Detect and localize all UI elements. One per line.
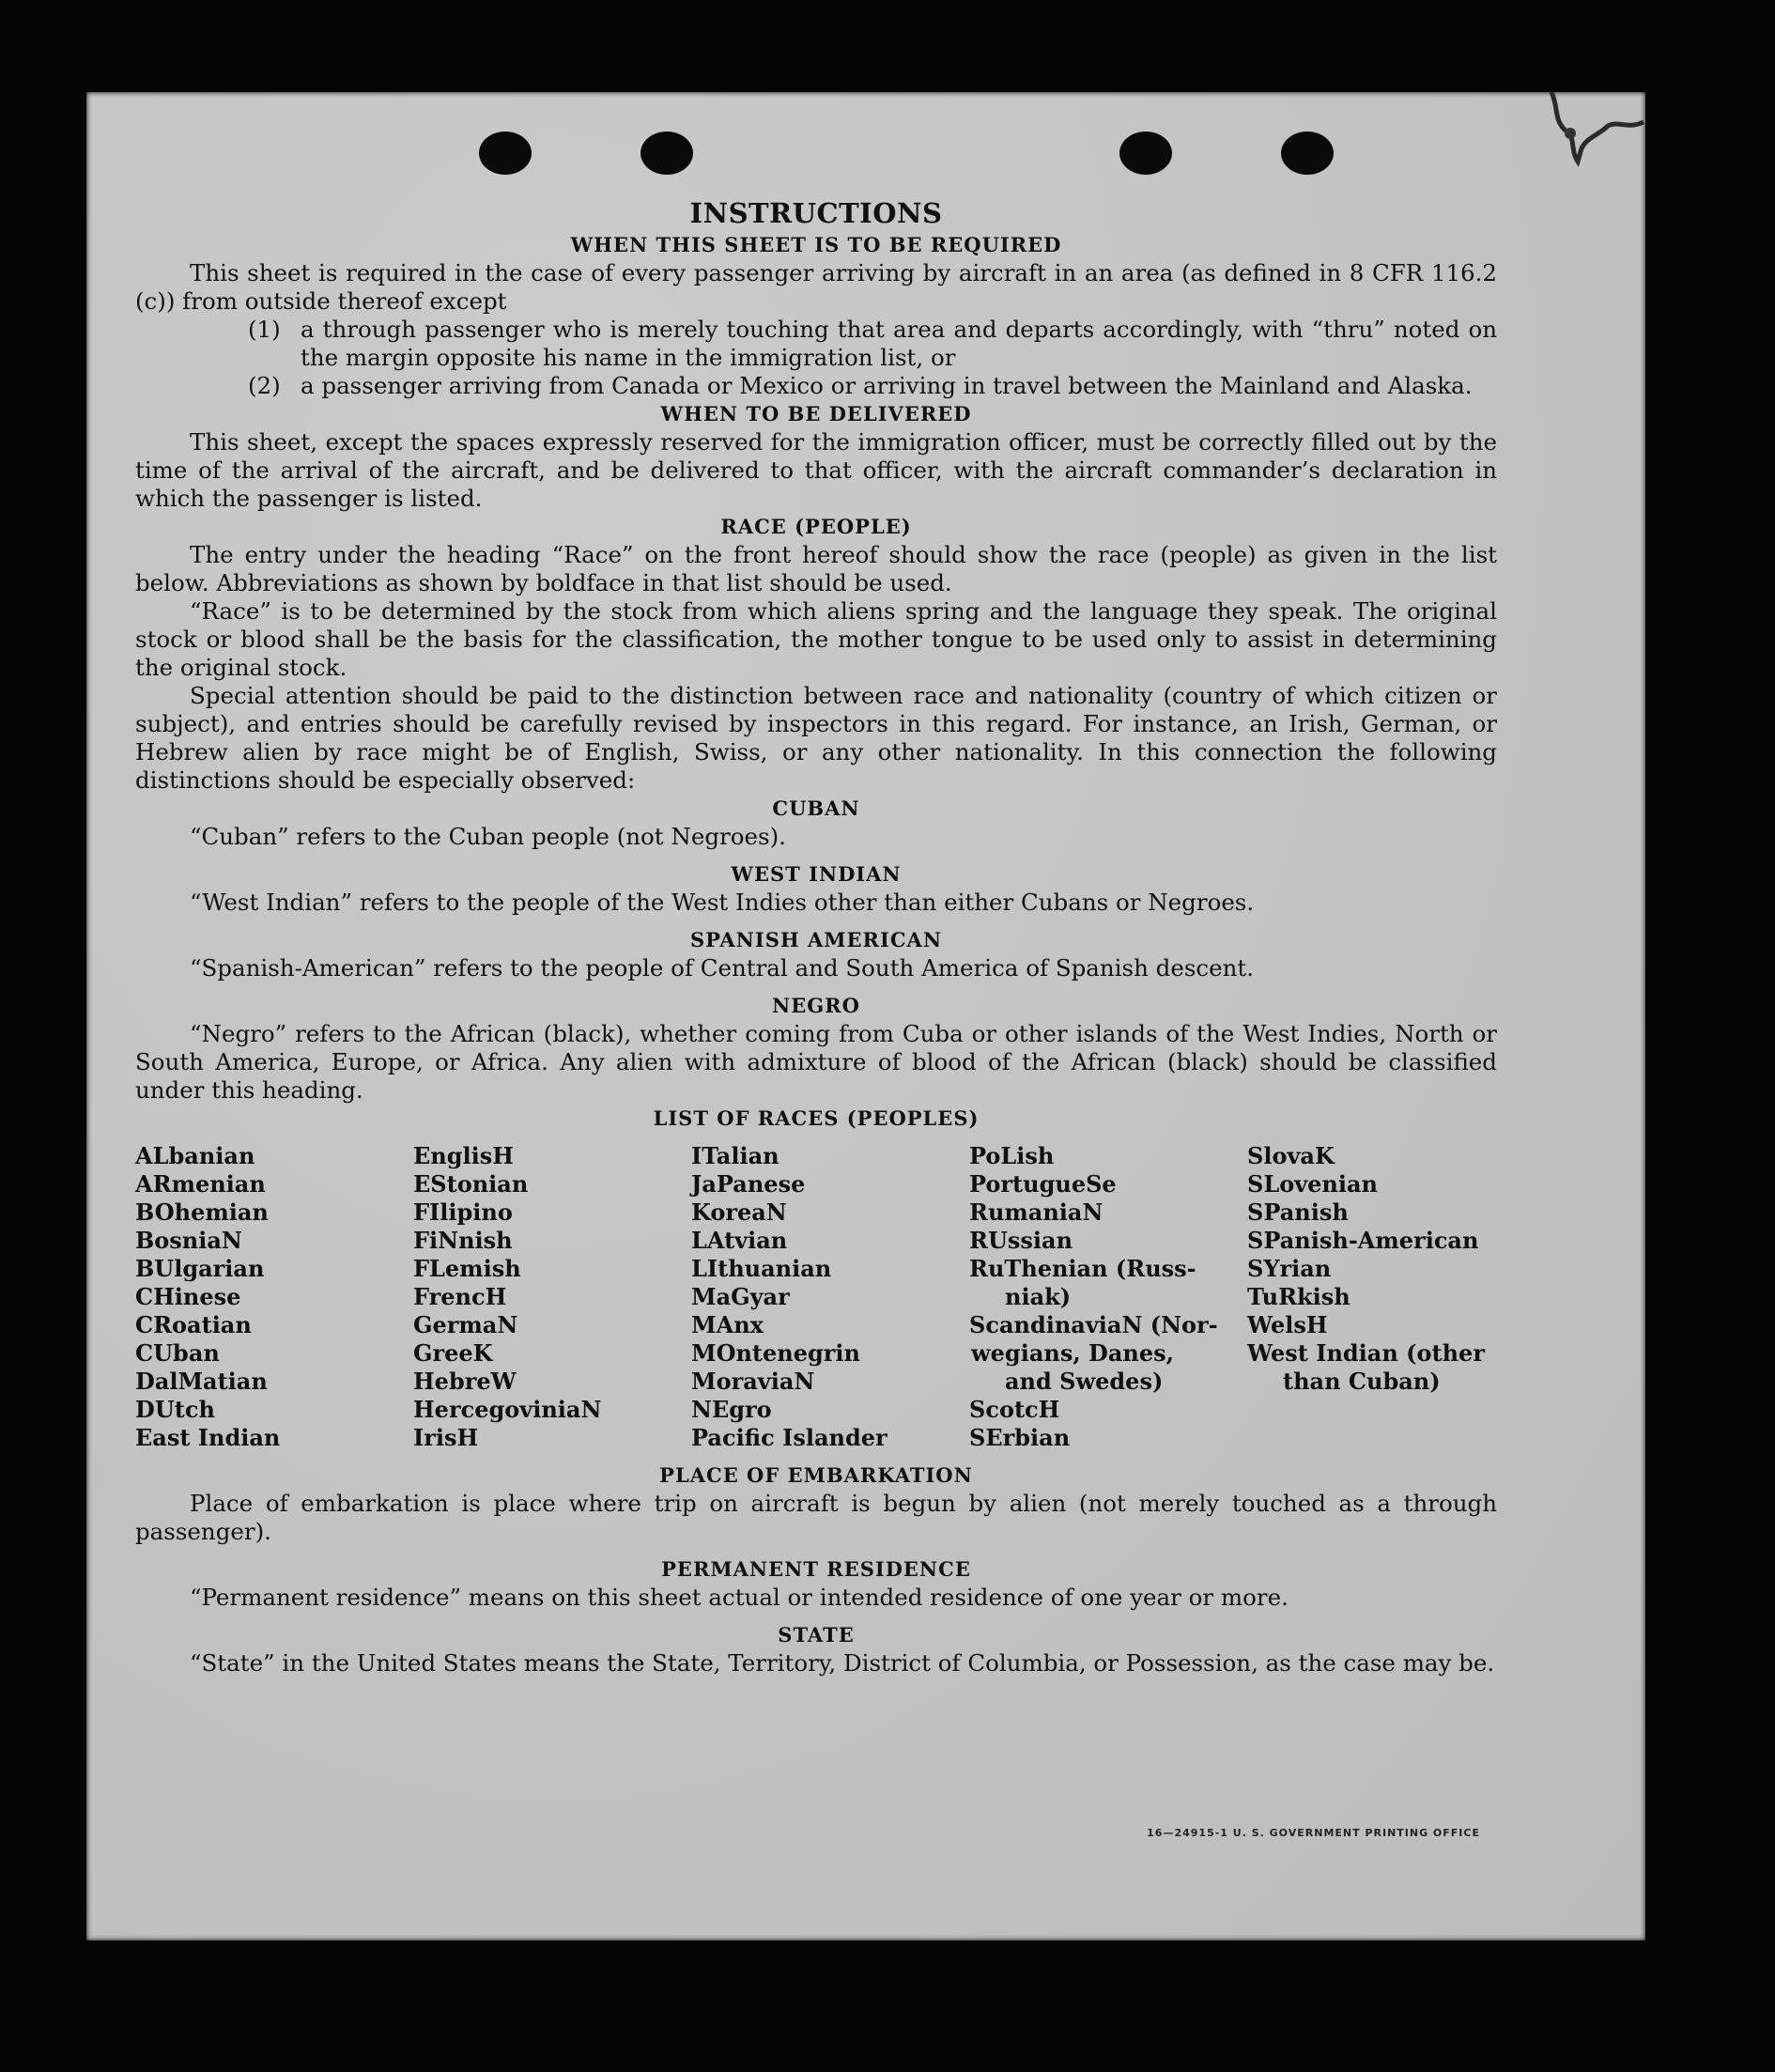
race-entry: GreeK bbox=[413, 1339, 493, 1367]
race-entry: HercegoviniaN bbox=[413, 1396, 602, 1423]
document-sheet bbox=[86, 92, 1645, 1941]
race-entry: DalMatian bbox=[135, 1368, 268, 1395]
race-entry: ARmenian bbox=[135, 1170, 266, 1198]
instructions-content bbox=[135, 197, 1497, 1678]
race-entry: JaPanese bbox=[691, 1170, 806, 1198]
race-entry: LIthuanian bbox=[691, 1255, 832, 1282]
paragraph: “Permanent residence” means on this sheet actual or intended residence of one year or more. bbox=[190, 1584, 1289, 1611]
race-entry: HebreW bbox=[413, 1368, 517, 1395]
section-heading: SPANISH AMERICAN bbox=[689, 928, 943, 951]
section-heading: WHEN TO BE DELIVERED bbox=[660, 402, 972, 425]
item-text: a through passenger who is merely touching that area and departs accordingly, with “thru” noted on the margin opposite his name in the immigration list, or bbox=[301, 316, 1497, 371]
paragraph: This sheet, except the spaces expressly reserved for the immigration officer, must be correctly filled out by the time of the arrival of the aircraft, and be delivered to that officer, with the aircraft commander’s declaration in which the passenger is listed. bbox=[135, 428, 1497, 512]
race-entry: SYrian bbox=[1247, 1255, 1332, 1282]
race-entry: MAnx bbox=[691, 1311, 764, 1338]
section-heading: LIST OF RACES (PEOPLES) bbox=[653, 1106, 980, 1130]
race-entry: ScandinaviaN (Nor- bbox=[969, 1311, 1218, 1338]
list-item bbox=[248, 316, 1497, 372]
race-entry: FLemish bbox=[413, 1255, 521, 1282]
race-entry: SPanish bbox=[1247, 1198, 1349, 1226]
torn-corner-mark bbox=[1533, 92, 1645, 167]
race-entry: IrisH bbox=[413, 1424, 479, 1451]
race-entry: niak) bbox=[1005, 1283, 1072, 1310]
races-column bbox=[969, 1142, 1247, 1452]
race-entry: FIlipino bbox=[413, 1198, 513, 1226]
race-entry: SErbian bbox=[969, 1424, 1071, 1451]
section-heading: PLACE OF EMBARKATION bbox=[659, 1463, 973, 1487]
paragraph: Place of embarkation is place where trip on aircraft is begun by alien (not merely touched as a through passenger). bbox=[135, 1490, 1497, 1545]
item-number: (1) bbox=[248, 316, 281, 343]
race-entry: CRoatian bbox=[135, 1311, 252, 1338]
page-title: INSTRUCTIONS bbox=[689, 197, 943, 229]
section-heading: WHEN THIS SHEET IS TO BE REQUIRED bbox=[570, 233, 1062, 256]
race-entry: PortugueSe bbox=[969, 1170, 1117, 1198]
race-entry: CUban bbox=[135, 1339, 220, 1367]
race-entry: Pacific Islander bbox=[691, 1424, 888, 1451]
race-entry: MaGyar bbox=[691, 1283, 790, 1310]
paragraph: “Race” is to be determined by the stock from which aliens spring and the language they speak. The original stock or blood shall be the basis for the classification, the mother tongue to be used only to assist in determining the original stock. bbox=[135, 597, 1497, 681]
race-entry: DUtch bbox=[135, 1396, 215, 1423]
race-entry: ScotcH bbox=[969, 1396, 1060, 1423]
races-column bbox=[135, 1142, 413, 1452]
printing-office-code: 16—24915-1 U. S. GOVERNMENT PRINTING OFFICE bbox=[1147, 1827, 1480, 1839]
race-entry: MoraviaN bbox=[691, 1368, 815, 1395]
section-heading: WEST INDIAN bbox=[731, 862, 902, 886]
race-entry: West Indian (other bbox=[1247, 1339, 1485, 1367]
race-entry: MOntenegrin bbox=[691, 1339, 860, 1367]
race-entry: SLovenian bbox=[1247, 1170, 1378, 1198]
race-entry: GermaN bbox=[413, 1311, 518, 1338]
race-entry: FiNnish bbox=[413, 1227, 513, 1254]
section-heading: STATE bbox=[778, 1623, 855, 1647]
race-entry: RumaniaN bbox=[969, 1198, 1104, 1226]
section-heading: NEGRO bbox=[772, 994, 860, 1017]
paragraph: “Cuban” refers to the Cuban people (not Negroes). bbox=[190, 823, 786, 850]
race-entry: BOhemian bbox=[135, 1198, 269, 1226]
race-entry: KoreaN bbox=[691, 1198, 787, 1226]
paragraph: “Spanish-American” refers to the people of Central and South America of Spanish descent. bbox=[190, 954, 1255, 982]
section-heading: CUBAN bbox=[772, 796, 860, 820]
item-number: (2) bbox=[248, 372, 281, 399]
race-entry: ITalian bbox=[691, 1142, 779, 1169]
paragraph: “State” in the United States means the State, Territory, District of Columbia, or Possession, as the case may be. bbox=[190, 1649, 1495, 1677]
race-entry: LAtvian bbox=[691, 1227, 788, 1254]
punch-hole bbox=[1119, 131, 1172, 175]
race-entry: East Indian bbox=[135, 1424, 281, 1451]
punch-hole bbox=[641, 131, 693, 175]
races-column bbox=[691, 1142, 969, 1452]
paragraph: Special attention should be paid to the distinction between race and nationality (country of which citizen or subject), and entries should be carefully revised by inspectors in this regard. For instance, an Irish, German, or Hebrew alien by race might be of English, Swiss, or any other nationality. In this connection the following distinctions should be especially observed: bbox=[135, 682, 1497, 794]
paragraph: “Negro” refers to the African (black), whether coming from Cuba or other islands of the West Indies, North or South America, Europe, or Africa. Any alien with admixture of blood of the African (black) should be classified under this heading. bbox=[135, 1020, 1497, 1104]
race-entry: EStonian bbox=[413, 1170, 529, 1198]
race-entry: SPanish-American bbox=[1247, 1227, 1479, 1254]
race-entry: BosniaN bbox=[135, 1227, 242, 1254]
item-text: a passenger arriving from Canada or Mexico or arriving in travel between the Mainland and Alaska. bbox=[301, 372, 1473, 399]
race-entry: CHinese bbox=[135, 1283, 241, 1310]
race-entry: RuThenian (Russ- bbox=[969, 1255, 1196, 1282]
race-entry: SlovaK bbox=[1247, 1142, 1335, 1169]
race-entry: FrencH bbox=[413, 1283, 507, 1310]
race-entry: PoLish bbox=[969, 1142, 1055, 1169]
race-entry: WelsH bbox=[1247, 1311, 1328, 1338]
race-entry: BUlgarian bbox=[135, 1255, 265, 1282]
races-column bbox=[413, 1142, 691, 1452]
race-entry: than Cuban) bbox=[1283, 1368, 1441, 1395]
race-entry: ALbanian bbox=[135, 1142, 255, 1169]
punch-hole bbox=[1281, 131, 1334, 175]
list-item bbox=[248, 372, 1497, 400]
race-entry: wegians, Danes, bbox=[971, 1339, 1174, 1367]
paragraph: This sheet is required in the case of every passenger arriving by aircraft in an area (as defined in 8 CFR 116.2 (c)) from outside thereof except bbox=[135, 259, 1497, 315]
section-heading: RACE (PEOPLE) bbox=[720, 515, 912, 538]
race-entry: and Swedes) bbox=[1005, 1368, 1164, 1395]
races-column bbox=[1247, 1142, 1525, 1452]
section-heading: PERMANENT RESIDENCE bbox=[661, 1557, 971, 1581]
races-list bbox=[135, 1142, 1497, 1452]
race-entry: TuRkish bbox=[1247, 1283, 1351, 1310]
race-entry: RUssian bbox=[969, 1227, 1073, 1254]
race-entry: EnglisH bbox=[413, 1142, 514, 1169]
paragraph: The entry under the heading “Race” on the front hereof should show the race (people) as given in the list below. Abbreviations as shown by boldface in that list should be used. bbox=[135, 541, 1497, 596]
punch-hole bbox=[479, 131, 532, 175]
race-entry: NEgro bbox=[691, 1396, 772, 1423]
paragraph: “West Indian” refers to the people of the West Indies other than either Cubans or Negroes. bbox=[190, 889, 1255, 916]
